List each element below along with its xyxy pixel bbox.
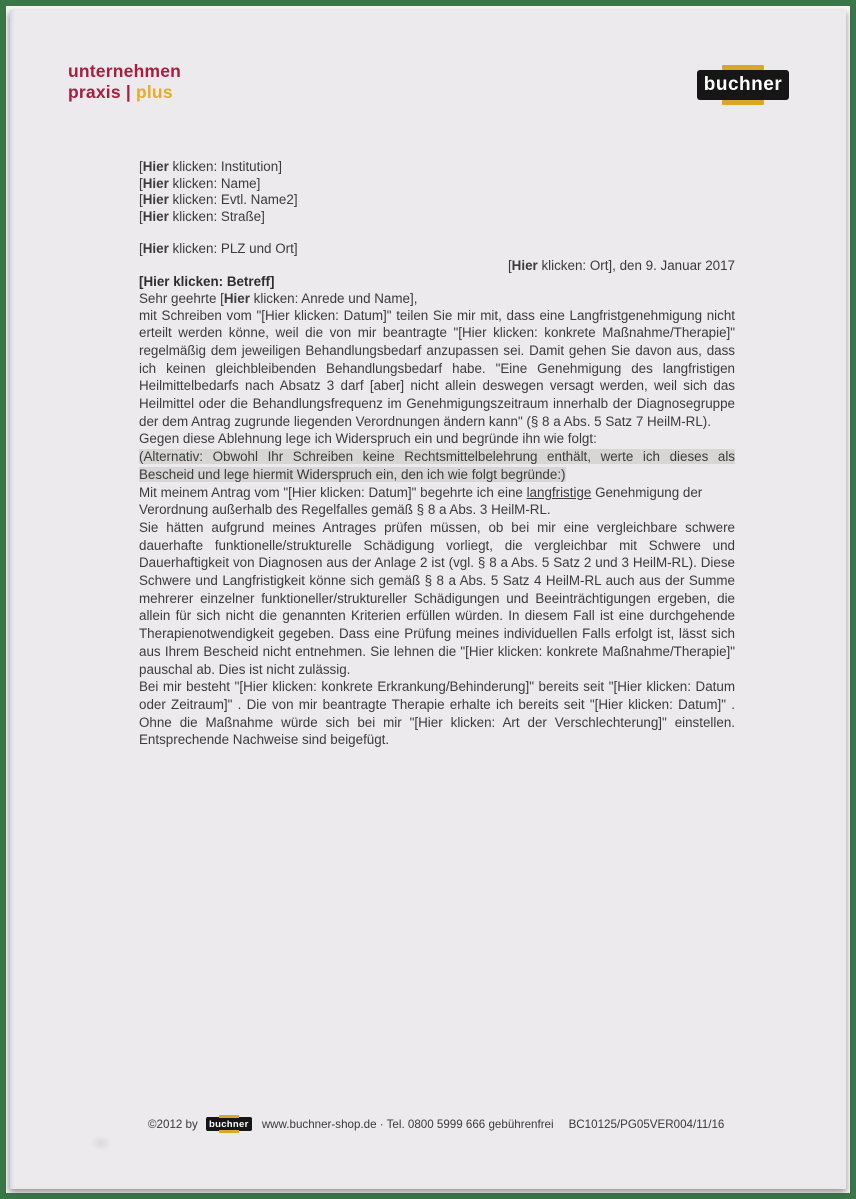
- body-paragraph-reasoning: Sie hätten aufgrund meines Antrages prüfen müssen, ob bei mir eine vergleichbare schwere dauerhafte funktionelle/strukturelle Schädigung vorliegt, die vergleichbar mit Schwere und Dauerhaftigkeit von Diagnosen aus der Anlage 2 ist (vgl. § 8 a Abs. 5 Satz 2 und 3 HeilM-RL). Diese Schwere und Langfristigkeit könne sich gemäß § 8 a Abs. 5 Satz 4 HeilM-RL auch aus der Summe mehrerer einzelner funktioneller/struktureller Schädigungen und Beeinträchtigungen ergeben, die allein für sich nicht die genannten Kriterien erfüllen würden. In diesem Fall ist eine durchgehende Therapienotwendigkeit gegeben. Dass eine Prüfung meines individuellen Falls erfolgt ist, lässt sich aus Ihrem Bescheid nicht entnehmen. Sie lehnen die "[Hier klicken: konkrete Maßnahme/Therapie]" pauschal ab. Dies ist nicht zulässig.: [139, 519, 735, 677]
- recipient-institution: [Hier klicken: Institution]: [139, 159, 282, 174]
- recipient-street: [Hier klicken: Straße]: [139, 208, 265, 224]
- body-paragraph-objection: Gegen diese Ablehnung lege ich Widerspruch ein und begründe ihn wie folgt:: [139, 431, 597, 447]
- recipient-name: [Hier klicken: Name]: [139, 175, 261, 191]
- brand-line-1: unternehmen: [68, 61, 182, 81]
- salutation: Sehr geehrte [Hier klicken: Anrede und Name],: [139, 290, 418, 306]
- subject-line: [Hier klicken: Betreff]: [139, 273, 275, 289]
- buchner-logo: [697, 70, 789, 100]
- footer-buchner-logo: [206, 1117, 252, 1131]
- buchner-logo-text: buchner: [703, 74, 783, 95]
- brand-plus: plus: [135, 82, 173, 102]
- body-paragraph-request: Mit meinem Antrag vom "[Hier klicken: Datum]" begehrte ich eine langfristige Genehmigung der Verordnung außerhalb des Regelfalles gemäß § 8 a Abs. 3 HeilM-RL.: [139, 484, 703, 518]
- brand-line-2: [68, 82, 181, 103]
- recipient-block: [139, 159, 735, 258]
- letter-page: [10, 10, 846, 1189]
- footer-buchner-tab-bottom-icon: [219, 1130, 239, 1133]
- recipient-name2: [Hier klicken: Evtl. Name2]: [139, 192, 298, 207]
- unternehmen-praxis-plus-logo: [68, 61, 181, 103]
- footer-copyright: ©2012 by: [148, 1117, 198, 1131]
- footer-buchner-logo-text: buchner: [209, 1118, 249, 1130]
- recipient-city: [Hier klicken: PLZ und Ort]: [139, 241, 298, 256]
- footer-document-code: BC10125/PG05VER004/11/16: [568, 1117, 725, 1131]
- body-paragraph-alternative-highlighted: (Alternativ: Obwohl Ihr Schreiben keine Rechtsmittelbelehrung enthält, werte ich dieses als Bescheid und lege hiermit Widerspruch ein, den ich wie folgt begründe:): [139, 449, 735, 482]
- buchner-logo-tab-bottom-icon: [722, 100, 764, 105]
- letter-body: [139, 159, 735, 749]
- footer-contact: www.buchner-shop.de · Tel. 0800 5999 666 gebührenfrei: [261, 1117, 554, 1131]
- scan-blemish: [90, 1135, 112, 1151]
- body-paragraph-condition: Bei mir besteht "[Hier klicken: konkrete Erkrankung/Behinderung]" bereits seit "[Hier klicken: Datum oder Zeitraum]" . Die von mir beantragte Therapie erhalte ich bereits seit "[Hier klicken: Datum]" . Ohne die Maßnahme würde sich bei mir "[Hier klicken: Art der Verschlechterung]" einstellen. Entsprechende Nachweise sind beigefügt.: [139, 679, 735, 748]
- brand-praxis: praxis |: [68, 82, 136, 102]
- footer: [148, 1117, 724, 1131]
- body-paragraph-rejection: mit Schreiben vom "[Hier klicken: Datum]" teilen Sie mir mit, dass eine Langfristgenehmigung nicht erteilt werden könne, weil die von mir beantragte "[Hier klicken: konkrete Maßnahme/Therapie]" regelmäßig dem jeweiligen Behandlungsbedarf anzupassen sei. Damit gehen Sie davon aus, dass ich keinen gleichbleibenden Behandlungsbedarf habe. "Eine Genehmigung des langfristigen Heilmittelbedarfs nach Absatz 3 darf [aber] nicht allein deswegen versagt werden, weil sich das Heilmittel oder die Behandlungsfrequenz im Genehmigungszeitraum innerhalb der Diagnosegruppe der dem Antrag zugrunde liegenden Verordnungen ändern kann" (§ 8 a Abs. 5 Satz 7 HeilM-RL).: [139, 307, 735, 429]
- date-line: [Hier klicken: Ort], den 9. Januar 2017: [507, 257, 735, 273]
- buchner-logo-tab-top-icon: [722, 65, 764, 70]
